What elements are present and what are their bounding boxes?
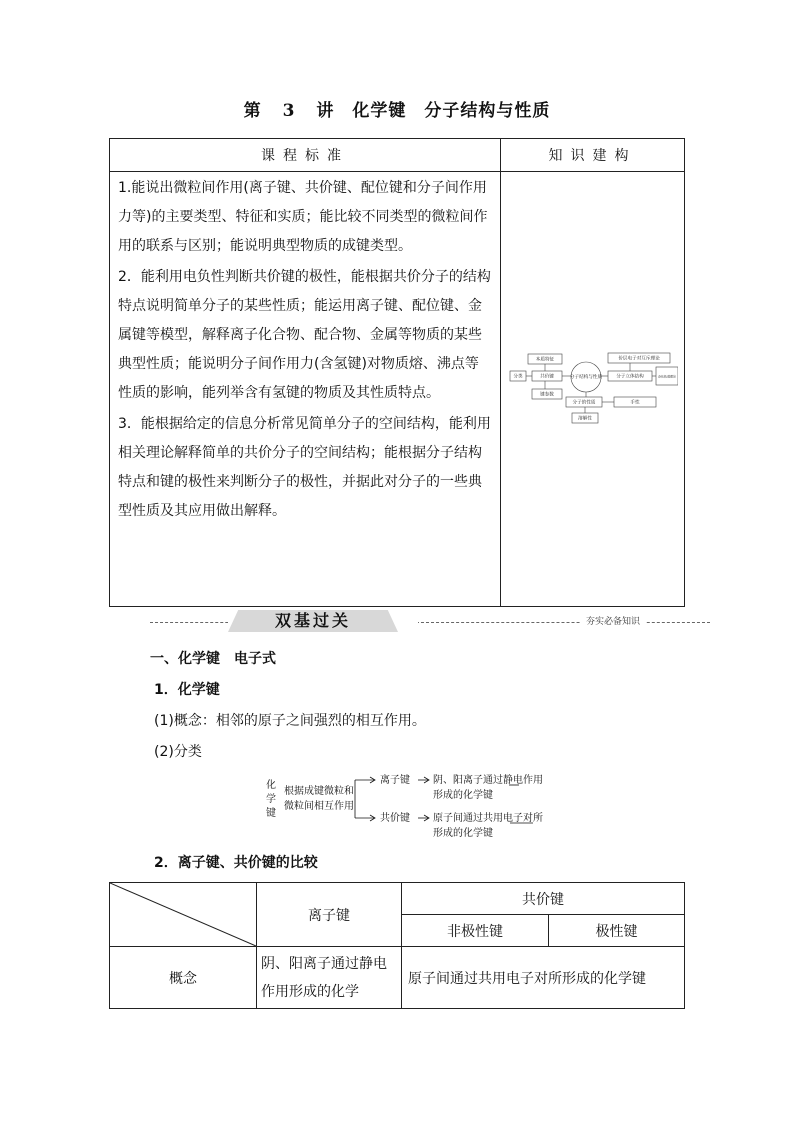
- standards-table: [109, 138, 685, 607]
- map-node-molecular-properties: 分子的性质: [572, 400, 595, 406]
- diagram-ionic-desc-1: 阴、阳离子通过静电作用: [433, 775, 543, 786]
- map-node-essence: 本质特征: [535, 357, 554, 363]
- comparison-table: [109, 882, 685, 1009]
- section-heading-2: 2．离子键、共价键的比较: [154, 855, 318, 871]
- header-ionic-bond: 离子键: [257, 883, 402, 947]
- map-node-chirality: 手性: [629, 400, 640, 406]
- page-title: 第 3 讲 化学键 分子结构与性质: [243, 101, 551, 121]
- header-nonpolar-bond: 非极性键: [402, 915, 549, 947]
- diagram-covalent-desc-1: 原子间通过共用电子对所: [433, 813, 543, 824]
- diagram-root-char-2: 学: [266, 794, 276, 805]
- concept-definition: (1)概念：相邻的原子之间强烈的相互作用。: [154, 713, 426, 729]
- diagram-root-char-3: 键: [266, 808, 276, 819]
- diagram-root-char-1: 化: [266, 780, 276, 791]
- ionic-concept-cell: 阴、阳离子通过静电作用形成的化学: [257, 947, 402, 1009]
- diagram-ionic-desc-2: 形成的化学键: [433, 790, 493, 801]
- header-polar-bond: 极性键: [549, 915, 685, 947]
- diagram-basis-line-2: 微粒间相互作用: [284, 801, 354, 812]
- row-label-concept: 概念: [110, 947, 257, 1009]
- diagram-covalent-desc-2: 形成的化学键: [433, 828, 493, 839]
- map-node-hybridization: 杂化轨道理论: [657, 374, 676, 379]
- diagram-ionic-label: 离子键: [380, 775, 410, 786]
- map-node-vsepr: 价层电子对互斥理论: [617, 356, 660, 362]
- corner-cell: [110, 883, 257, 947]
- standard-item-1: 1.能说出微粒间作用(离子键、共价键、配位键和分子间作用力等)的主要类型、特征和实质；能比较不同类型的微粒间作用的联系与区别；能说明典型物质的成键类型。: [118, 180, 488, 254]
- concept-map-diagram: [508, 347, 678, 427]
- standard-item-2: 2．能利用电负性判断共价键的极性，能根据共价分子的结构特点说明简单分子的某些性质；能运用离子键、配位键、金属键等模型，解释离子化合物、配合物、金属等物质的某些典型性质；能说明分子间作用力(含氢键)对物质熔、沸点等性质的影响，能列举含有氢键的物质及其性质特点。: [118, 269, 491, 401]
- map-node-covalent-bond: 共价键: [539, 374, 554, 380]
- standards-content: [110, 172, 501, 607]
- corner-diagonal: [110, 883, 256, 946]
- section-heading-1: 一、化学键 电子式: [150, 651, 276, 667]
- concept-map-cell: [501, 172, 685, 607]
- subheading-chemical-bond: 1．化学键: [154, 682, 220, 698]
- map-node-molecular-geometry: 分子立体结构: [615, 374, 644, 380]
- banner-title: 双基过关: [274, 611, 351, 630]
- classification-label: (2)分类: [154, 744, 202, 760]
- map-node-solubility: 溶解性: [577, 416, 592, 422]
- map-node-center: 分子结构与性质: [569, 375, 602, 380]
- banner-subtitle: 夯实必备知识: [580, 614, 646, 627]
- map-node-classification: 分类: [512, 374, 523, 380]
- covalent-concept-cell: 原子间通过共用电子对所形成的化学键: [402, 947, 685, 1009]
- map-node-bond-parameters: 键参数: [539, 392, 554, 398]
- section-banner: [150, 608, 710, 636]
- header-knowledge-construction: 知识建构: [501, 139, 685, 172]
- diagram-basis-line-1: 根据成键微粒和: [284, 786, 354, 797]
- bond-classification-diagram: [262, 766, 572, 846]
- standard-item-3: 3．能根据给定的信息分析常见简单分子的空间结构，能利用相关理论解释简单的共价分子的空间结构；能根据分子结构特点和键的极性来判断分子的极性，并据此对分子的一些典型性质及其应用做出解释。: [118, 416, 491, 519]
- header-curriculum-standards: 课程标准: [110, 139, 501, 172]
- header-covalent-bond: 共价键: [402, 883, 685, 915]
- diagram-covalent-label: 共价键: [380, 813, 410, 824]
